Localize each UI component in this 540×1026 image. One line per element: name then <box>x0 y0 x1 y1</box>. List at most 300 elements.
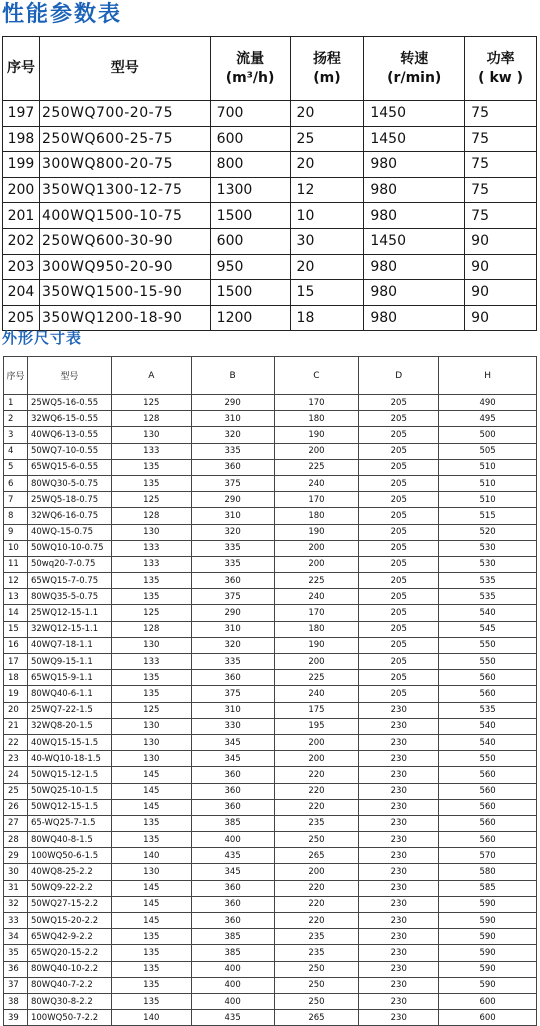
dim-cell-a: 140 <box>111 848 191 864</box>
dim-cell-d: 230 <box>359 864 439 880</box>
dim-cell-b: 320 <box>191 427 274 443</box>
dim-cell-b: 320 <box>191 524 274 540</box>
dim-cell-b: 335 <box>191 556 274 572</box>
dimension-row <box>4 751 537 767</box>
performance-row <box>3 101 537 127</box>
dim-cell-b: 290 <box>191 395 274 411</box>
dim-cell-model: 32WQ12-15-1.1 <box>27 621 111 637</box>
cell-speed: 980 <box>364 280 465 306</box>
cell-head: 20 <box>290 101 364 127</box>
dimension-row <box>4 961 537 977</box>
dim-cell-h: 510 <box>439 475 537 491</box>
dimension-row <box>4 395 537 411</box>
dim-cell-d: 205 <box>359 540 439 556</box>
dim-cell-a: 135 <box>111 977 191 993</box>
cell-power: 75 <box>465 101 537 127</box>
cell-power: 75 <box>465 152 537 178</box>
dim-cell-b: 435 <box>191 848 274 864</box>
performance-row <box>3 228 537 254</box>
dim-cell-b: 385 <box>191 929 274 945</box>
dimension-row <box>4 945 537 961</box>
dim-cell-index: 34 <box>4 929 28 945</box>
dim-cell-h: 560 <box>439 767 537 783</box>
dim-cell-d: 230 <box>359 832 439 848</box>
dim-cell-index: 1 <box>4 395 28 411</box>
dim-cell-model: 32WQ6-15-0.55 <box>27 411 111 427</box>
cell-index: 200 <box>3 177 40 203</box>
dim-cell-index: 11 <box>4 556 28 572</box>
header-flow <box>210 37 290 101</box>
header-index <box>3 37 40 101</box>
dim-cell-index: 10 <box>4 540 28 556</box>
dim-cell-h: 590 <box>439 896 537 912</box>
dim-header-d: D <box>359 357 439 395</box>
dim-cell-h: 510 <box>439 459 537 475</box>
header-speed <box>364 37 465 101</box>
dim-cell-model: 40WQ6-13-0.55 <box>27 427 111 443</box>
dim-cell-c: 200 <box>274 734 359 750</box>
dim-cell-d: 205 <box>359 621 439 637</box>
header-speed-label: 转速 (r/min) <box>387 50 442 86</box>
performance-table <box>2 36 537 331</box>
dim-cell-h: 505 <box>439 443 537 459</box>
dimension-row <box>4 686 537 702</box>
dim-cell-d: 205 <box>359 443 439 459</box>
dim-cell-a: 145 <box>111 767 191 783</box>
dim-cell-a: 128 <box>111 508 191 524</box>
performance-row <box>3 152 537 178</box>
dim-cell-c: 220 <box>274 767 359 783</box>
performance-row <box>3 126 537 152</box>
cell-head: 15 <box>290 280 364 306</box>
dim-cell-model: 50WQ9-22-2.2 <box>27 880 111 896</box>
dimension-row <box>4 573 537 589</box>
cell-model: 350WQ1300-12-75 <box>39 177 210 203</box>
dim-cell-d: 230 <box>359 751 439 767</box>
dim-cell-index: 24 <box>4 767 28 783</box>
dim-cell-a: 128 <box>111 621 191 637</box>
dim-cell-h: 560 <box>439 783 537 799</box>
cell-model: 350WQ1500-15-90 <box>39 280 210 306</box>
cell-flow: 600 <box>210 126 290 152</box>
dimension-row <box>4 864 537 880</box>
dim-cell-c: 265 <box>274 1010 359 1026</box>
dimension-row <box>4 621 537 637</box>
cell-model: 250WQ600-25-75 <box>39 126 210 152</box>
dimension-row <box>4 475 537 491</box>
header-head-label: 扬程 (m) <box>312 50 341 86</box>
dimension-row <box>4 443 537 459</box>
dim-cell-model: 50WQ10-10-0.75 <box>27 540 111 556</box>
dimension-row <box>4 718 537 734</box>
dim-header-a: A <box>111 357 191 395</box>
dimension-row <box>4 702 537 718</box>
dim-cell-b: 360 <box>191 767 274 783</box>
dim-cell-c: 220 <box>274 783 359 799</box>
dim-cell-model: 50WQ7-10-0.55 <box>27 443 111 459</box>
dim-cell-c: 195 <box>274 718 359 734</box>
dim-cell-d: 230 <box>359 718 439 734</box>
dim-cell-index: 3 <box>4 427 28 443</box>
dim-cell-b: 360 <box>191 896 274 912</box>
dim-cell-c: 200 <box>274 556 359 572</box>
dim-cell-b: 360 <box>191 670 274 686</box>
dim-cell-c: 220 <box>274 913 359 929</box>
dim-cell-c: 250 <box>274 832 359 848</box>
dim-cell-d: 230 <box>359 945 439 961</box>
cell-head: 20 <box>290 254 364 280</box>
dim-cell-c: 220 <box>274 799 359 815</box>
cell-flow: 1500 <box>210 280 290 306</box>
dim-cell-c: 190 <box>274 524 359 540</box>
dim-cell-model: 100WQ50-7-2.2 <box>27 1010 111 1026</box>
dim-cell-h: 550 <box>439 751 537 767</box>
dim-cell-a: 133 <box>111 556 191 572</box>
dim-cell-index: 8 <box>4 508 28 524</box>
cell-index: 197 <box>3 101 40 127</box>
dim-cell-a: 130 <box>111 427 191 443</box>
dimension-row <box>4 1010 537 1026</box>
dim-cell-a: 145 <box>111 799 191 815</box>
dim-cell-a: 128 <box>111 411 191 427</box>
dimension-row <box>4 734 537 750</box>
dim-cell-d: 205 <box>359 508 439 524</box>
dim-cell-h: 515 <box>439 508 537 524</box>
dim-cell-a: 135 <box>111 815 191 831</box>
dim-cell-a: 145 <box>111 880 191 896</box>
dim-cell-d: 230 <box>359 977 439 993</box>
dim-cell-model: 40WQ7-18-1.1 <box>27 637 111 653</box>
dim-cell-b: 360 <box>191 880 274 896</box>
dim-cell-model: 50WQ15-12-1.5 <box>27 767 111 783</box>
cell-flow: 1500 <box>210 203 290 229</box>
dimension-row <box>4 977 537 993</box>
dim-cell-b: 330 <box>191 718 274 734</box>
dim-cell-a: 135 <box>111 459 191 475</box>
dim-cell-c: 170 <box>274 395 359 411</box>
dim-cell-h: 540 <box>439 734 537 750</box>
dim-cell-d: 205 <box>359 654 439 670</box>
dimension-row <box>4 913 537 929</box>
dim-cell-h: 535 <box>439 702 537 718</box>
cell-flow: 700 <box>210 101 290 127</box>
dim-header-index: 序号 <box>4 357 28 395</box>
dim-cell-index: 35 <box>4 945 28 961</box>
dim-cell-index: 25 <box>4 783 28 799</box>
dim-cell-b: 385 <box>191 945 274 961</box>
dim-cell-a: 130 <box>111 637 191 653</box>
dim-cell-a: 130 <box>111 751 191 767</box>
cell-speed: 1450 <box>364 228 465 254</box>
dim-cell-h: 520 <box>439 524 537 540</box>
performance-row <box>3 280 537 306</box>
dim-cell-c: 225 <box>274 670 359 686</box>
dim-cell-c: 175 <box>274 702 359 718</box>
dim-cell-c: 220 <box>274 896 359 912</box>
dimension-row <box>4 427 537 443</box>
dim-cell-index: 26 <box>4 799 28 815</box>
dim-cell-d: 205 <box>359 637 439 653</box>
dim-cell-model: 50WQ27-15-2.2 <box>27 896 111 912</box>
dim-cell-d: 230 <box>359 702 439 718</box>
dim-cell-b: 400 <box>191 961 274 977</box>
dimension-row <box>4 654 537 670</box>
dim-cell-model: 25WQ12-15-1.1 <box>27 605 111 621</box>
dim-cell-index: 9 <box>4 524 28 540</box>
dim-cell-b: 345 <box>191 734 274 750</box>
cell-model: 350WQ1200-18-90 <box>39 305 210 331</box>
dimension-row <box>4 783 537 799</box>
dim-cell-h: 600 <box>439 1010 537 1026</box>
dimension-row <box>4 605 537 621</box>
cell-index: 202 <box>3 228 40 254</box>
dimension-table <box>3 356 537 1026</box>
dim-cell-d: 230 <box>359 896 439 912</box>
dim-cell-h: 590 <box>439 961 537 977</box>
dimension-row <box>4 589 537 605</box>
cell-flow: 1200 <box>210 305 290 331</box>
cell-index: 199 <box>3 152 40 178</box>
dim-cell-a: 130 <box>111 524 191 540</box>
performance-header-row <box>3 37 537 101</box>
cell-speed: 1450 <box>364 126 465 152</box>
dim-cell-model: 65WQ42-9-2.2 <box>27 929 111 945</box>
dim-cell-index: 20 <box>4 702 28 718</box>
cell-power: 75 <box>465 177 537 203</box>
dim-header-b: B <box>191 357 274 395</box>
dimension-row <box>4 492 537 508</box>
dim-cell-h: 545 <box>439 621 537 637</box>
cell-flow: 1300 <box>210 177 290 203</box>
dim-cell-model: 65-WQ25-7-1.5 <box>27 815 111 831</box>
dim-cell-a: 135 <box>111 929 191 945</box>
cell-head: 18 <box>290 305 364 331</box>
dim-cell-b: 345 <box>191 751 274 767</box>
dim-cell-h: 560 <box>439 815 537 831</box>
dim-cell-c: 190 <box>274 427 359 443</box>
header-model-label: 型号 <box>110 60 139 76</box>
dim-cell-c: 170 <box>274 492 359 508</box>
dim-cell-c: 225 <box>274 459 359 475</box>
dim-cell-c: 180 <box>274 508 359 524</box>
dim-cell-index: 16 <box>4 637 28 653</box>
cell-model: 250WQ600-30-90 <box>39 228 210 254</box>
dim-cell-model: 50wq20-7-0.75 <box>27 556 111 572</box>
cell-speed: 980 <box>364 152 465 178</box>
cell-model: 300WQ800-20-75 <box>39 152 210 178</box>
dimension-row <box>4 896 537 912</box>
dim-header-h: H <box>439 357 537 395</box>
dim-cell-b: 400 <box>191 977 274 993</box>
performance-row <box>3 305 537 331</box>
dim-cell-model: 65WQ15-9-1.1 <box>27 670 111 686</box>
dim-cell-b: 345 <box>191 864 274 880</box>
dim-cell-index: 17 <box>4 654 28 670</box>
dim-cell-d: 230 <box>359 783 439 799</box>
dim-cell-d: 230 <box>359 799 439 815</box>
dimension-row <box>4 832 537 848</box>
dim-cell-b: 320 <box>191 637 274 653</box>
dim-cell-d: 205 <box>359 556 439 572</box>
dim-cell-index: 32 <box>4 896 28 912</box>
dim-cell-model: 50WQ25-10-1.5 <box>27 783 111 799</box>
dim-cell-model: 65WQ15-7-0.75 <box>27 573 111 589</box>
dim-cell-h: 550 <box>439 654 537 670</box>
cell-flow: 800 <box>210 152 290 178</box>
dim-cell-index: 37 <box>4 977 28 993</box>
dimension-row <box>4 767 537 783</box>
dim-cell-a: 135 <box>111 589 191 605</box>
dim-cell-d: 205 <box>359 459 439 475</box>
cell-power: 90 <box>465 280 537 306</box>
dim-cell-h: 495 <box>439 411 537 427</box>
dim-cell-b: 375 <box>191 589 274 605</box>
cell-head: 25 <box>290 126 364 152</box>
dim-cell-a: 125 <box>111 702 191 718</box>
cell-speed: 1450 <box>364 101 465 127</box>
dim-cell-model: 80WQ40-10-2.2 <box>27 961 111 977</box>
dim-cell-a: 145 <box>111 913 191 929</box>
dim-cell-c: 200 <box>274 654 359 670</box>
dim-cell-b: 310 <box>191 621 274 637</box>
dim-cell-model: 80WQ40-6-1.1 <box>27 686 111 702</box>
dimension-row <box>4 799 537 815</box>
dim-cell-index: 38 <box>4 993 28 1009</box>
dim-cell-index: 21 <box>4 718 28 734</box>
cell-index: 203 <box>3 254 40 280</box>
dimension-row <box>4 411 537 427</box>
cell-index: 198 <box>3 126 40 152</box>
cell-head: 10 <box>290 203 364 229</box>
cell-index: 201 <box>3 203 40 229</box>
dim-cell-c: 180 <box>274 621 359 637</box>
dim-cell-h: 570 <box>439 848 537 864</box>
dim-cell-index: 29 <box>4 848 28 864</box>
dimension-row <box>4 556 537 572</box>
dim-cell-index: 28 <box>4 832 28 848</box>
dim-cell-c: 200 <box>274 864 359 880</box>
dim-cell-d: 230 <box>359 880 439 896</box>
dim-cell-a: 135 <box>111 961 191 977</box>
dim-cell-c: 240 <box>274 475 359 491</box>
dim-cell-a: 135 <box>111 832 191 848</box>
dim-cell-d: 205 <box>359 670 439 686</box>
dim-cell-b: 400 <box>191 993 274 1009</box>
dim-cell-h: 590 <box>439 977 537 993</box>
dim-cell-a: 135 <box>111 993 191 1009</box>
performance-row <box>3 177 537 203</box>
dim-cell-d: 205 <box>359 573 439 589</box>
dim-cell-b: 310 <box>191 702 274 718</box>
dim-cell-model: 80WQ40-7-2.2 <box>27 977 111 993</box>
dim-cell-d: 230 <box>359 961 439 977</box>
dim-cell-c: 200 <box>274 540 359 556</box>
dim-cell-c: 235 <box>274 929 359 945</box>
dim-cell-h: 490 <box>439 395 537 411</box>
header-model <box>39 37 210 101</box>
dim-cell-index: 7 <box>4 492 28 508</box>
cell-head: 30 <box>290 228 364 254</box>
dim-cell-h: 590 <box>439 929 537 945</box>
performance-row <box>3 203 537 229</box>
dim-header-c: C <box>274 357 359 395</box>
dim-cell-b: 290 <box>191 605 274 621</box>
dim-cell-d: 205 <box>359 524 439 540</box>
dim-cell-b: 310 <box>191 411 274 427</box>
dim-cell-a: 125 <box>111 605 191 621</box>
dim-cell-h: 535 <box>439 573 537 589</box>
dim-cell-model: 80WQ40-8-1.5 <box>27 832 111 848</box>
dim-cell-b: 375 <box>191 686 274 702</box>
dim-cell-c: 200 <box>274 751 359 767</box>
dimension-header-row <box>4 357 537 395</box>
dim-cell-index: 30 <box>4 864 28 880</box>
dim-cell-h: 560 <box>439 686 537 702</box>
dim-cell-index: 22 <box>4 734 28 750</box>
dim-cell-d: 230 <box>359 993 439 1009</box>
dim-cell-h: 585 <box>439 880 537 896</box>
dim-cell-c: 240 <box>274 686 359 702</box>
dim-cell-d: 205 <box>359 475 439 491</box>
dim-cell-b: 335 <box>191 540 274 556</box>
dim-cell-h: 510 <box>439 492 537 508</box>
dimension-row <box>4 880 537 896</box>
cell-index: 204 <box>3 280 40 306</box>
cell-power: 75 <box>465 126 537 152</box>
dim-cell-index: 2 <box>4 411 28 427</box>
dim-cell-index: 15 <box>4 621 28 637</box>
dim-cell-d: 230 <box>359 815 439 831</box>
dim-cell-model: 25WQ5-16-0.55 <box>27 395 111 411</box>
performance-table-title: 性能参数表 <box>2 2 123 27</box>
dim-cell-model: 80WQ30-5-0.75 <box>27 475 111 491</box>
dimension-row <box>4 815 537 831</box>
cell-power: 90 <box>465 228 537 254</box>
dimension-row <box>4 637 537 653</box>
cell-flow: 950 <box>210 254 290 280</box>
dim-cell-h: 540 <box>439 605 537 621</box>
cell-flow: 600 <box>210 228 290 254</box>
dimension-row <box>4 929 537 945</box>
dim-cell-index: 36 <box>4 961 28 977</box>
cell-power: 90 <box>465 254 537 280</box>
performance-row <box>3 254 537 280</box>
dim-cell-model: 32WQ6-16-0.75 <box>27 508 111 524</box>
dim-cell-c: 190 <box>274 637 359 653</box>
dim-cell-model: 25WQ7-22-1.5 <box>27 702 111 718</box>
dim-cell-b: 435 <box>191 1010 274 1026</box>
dim-cell-index: 13 <box>4 589 28 605</box>
dim-cell-b: 335 <box>191 443 274 459</box>
dim-cell-b: 335 <box>191 654 274 670</box>
dim-cell-a: 133 <box>111 443 191 459</box>
dim-cell-model: 80WQ30-8-2.2 <box>27 993 111 1009</box>
dim-cell-model: 50WQ9-15-1.1 <box>27 654 111 670</box>
dim-cell-a: 133 <box>111 540 191 556</box>
cell-index: 205 <box>3 305 40 331</box>
cell-model: 300WQ950-20-90 <box>39 254 210 280</box>
dim-cell-h: 560 <box>439 832 537 848</box>
dim-cell-model: 80WQ35-5-0.75 <box>27 589 111 605</box>
dim-cell-a: 145 <box>111 896 191 912</box>
dim-cell-d: 205 <box>359 492 439 508</box>
dim-cell-a: 130 <box>111 718 191 734</box>
dim-cell-b: 360 <box>191 459 274 475</box>
dim-cell-a: 125 <box>111 395 191 411</box>
dim-cell-d: 205 <box>359 686 439 702</box>
dim-cell-h: 580 <box>439 864 537 880</box>
cell-power: 75 <box>465 203 537 229</box>
